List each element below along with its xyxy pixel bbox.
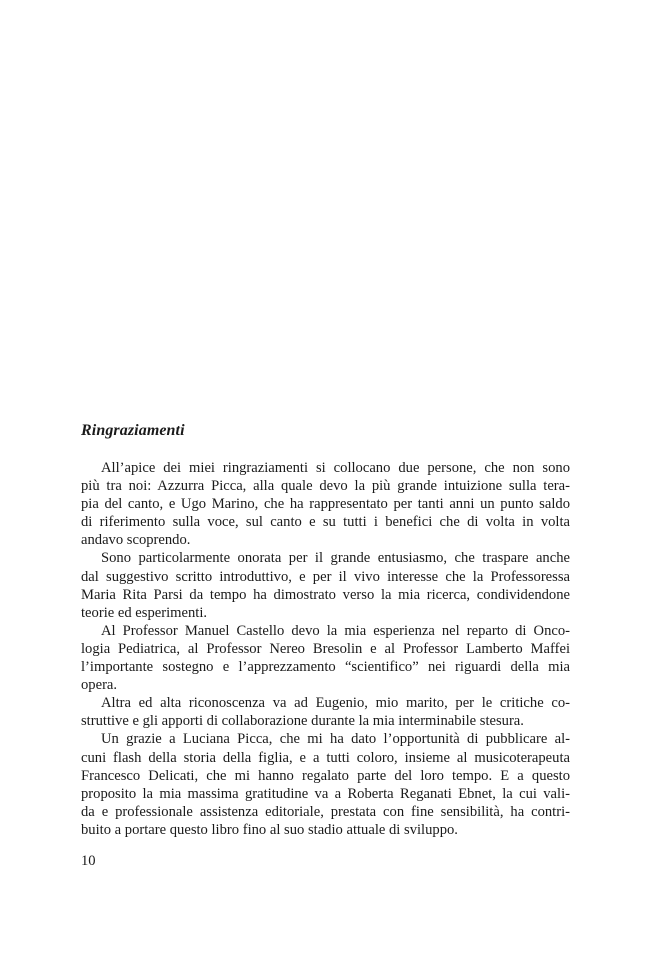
text-line: All’apice dei miei ringraziamenti si collocano due persone, che non sono xyxy=(101,460,570,476)
text-line: da e professionale assistenza editoriale, prestata con fine sensibilità, ha contri- xyxy=(81,803,570,820)
text-line: Un grazie a Luciana Picca, che mi ha dato l’opportunità di pubblicare al- xyxy=(101,731,570,748)
text-line: Al Professor Manuel Castello devo la mia esperienza nel reparto di Onco- xyxy=(101,622,570,639)
text-line: pia del canto, e Ugo Marino, che ha rappresentato per tanti anni un punto saldo xyxy=(81,496,570,513)
text-line: teorie ed esperimenti. xyxy=(81,604,208,621)
text-line: l’importante sostegno e l’apprezzamento “scientifico” nei riguardi della mia xyxy=(81,659,570,676)
page-number: 10 xyxy=(81,853,96,869)
text-line: proposito la mia massima gratitudine va a Roberta Reganati Ebnet, la cui vali- xyxy=(81,785,570,802)
text-line: di riferimento sulla voce, sul canto e su tutti i benefici che di volta in volta xyxy=(81,514,570,531)
text-line: buito a portare questo libro fino al suo stadio attuale di sviluppo. xyxy=(81,821,458,838)
text-line: Altra ed alta riconoscenza va ad Eugenio, mio marito, per le critiche co- xyxy=(101,695,570,712)
section-title: Ringraziamenti xyxy=(81,422,185,439)
text-line: opera. xyxy=(81,677,118,694)
text-line: Francesco Delicati, che mi hanno regalato parte del loro tempo. E a questo xyxy=(81,767,570,784)
text-line: struttive e gli apporti di collaborazione durante la mia interminabile stesura. xyxy=(81,713,524,730)
text-line: più tra noi: Azzurra Picca, alla quale devo la più grande intuizione sulla tera- xyxy=(81,478,570,495)
text-line: cuni flash della storia della figlia, e a tutti coloro, insieme al musicoterapeuta xyxy=(81,749,570,766)
text-line: andavo scoprendo. xyxy=(81,532,191,549)
text-line: Sono particolarmente onorata per il grande entusiasmo, che traspare anche xyxy=(101,550,570,567)
text-line: Maria Rita Parsi da tempo ha dimostrato verso la mia ricerca, condividendone xyxy=(81,586,570,603)
text-line: logia Pediatrica, al Professor Nereo Bresolin e al Professor Lamberto Maffei xyxy=(81,640,570,657)
text-line: dal suggestivo scritto introduttivo, e per il vivo interesse che la Professoressa xyxy=(81,568,570,585)
acknowledgements-text xyxy=(81,459,570,839)
